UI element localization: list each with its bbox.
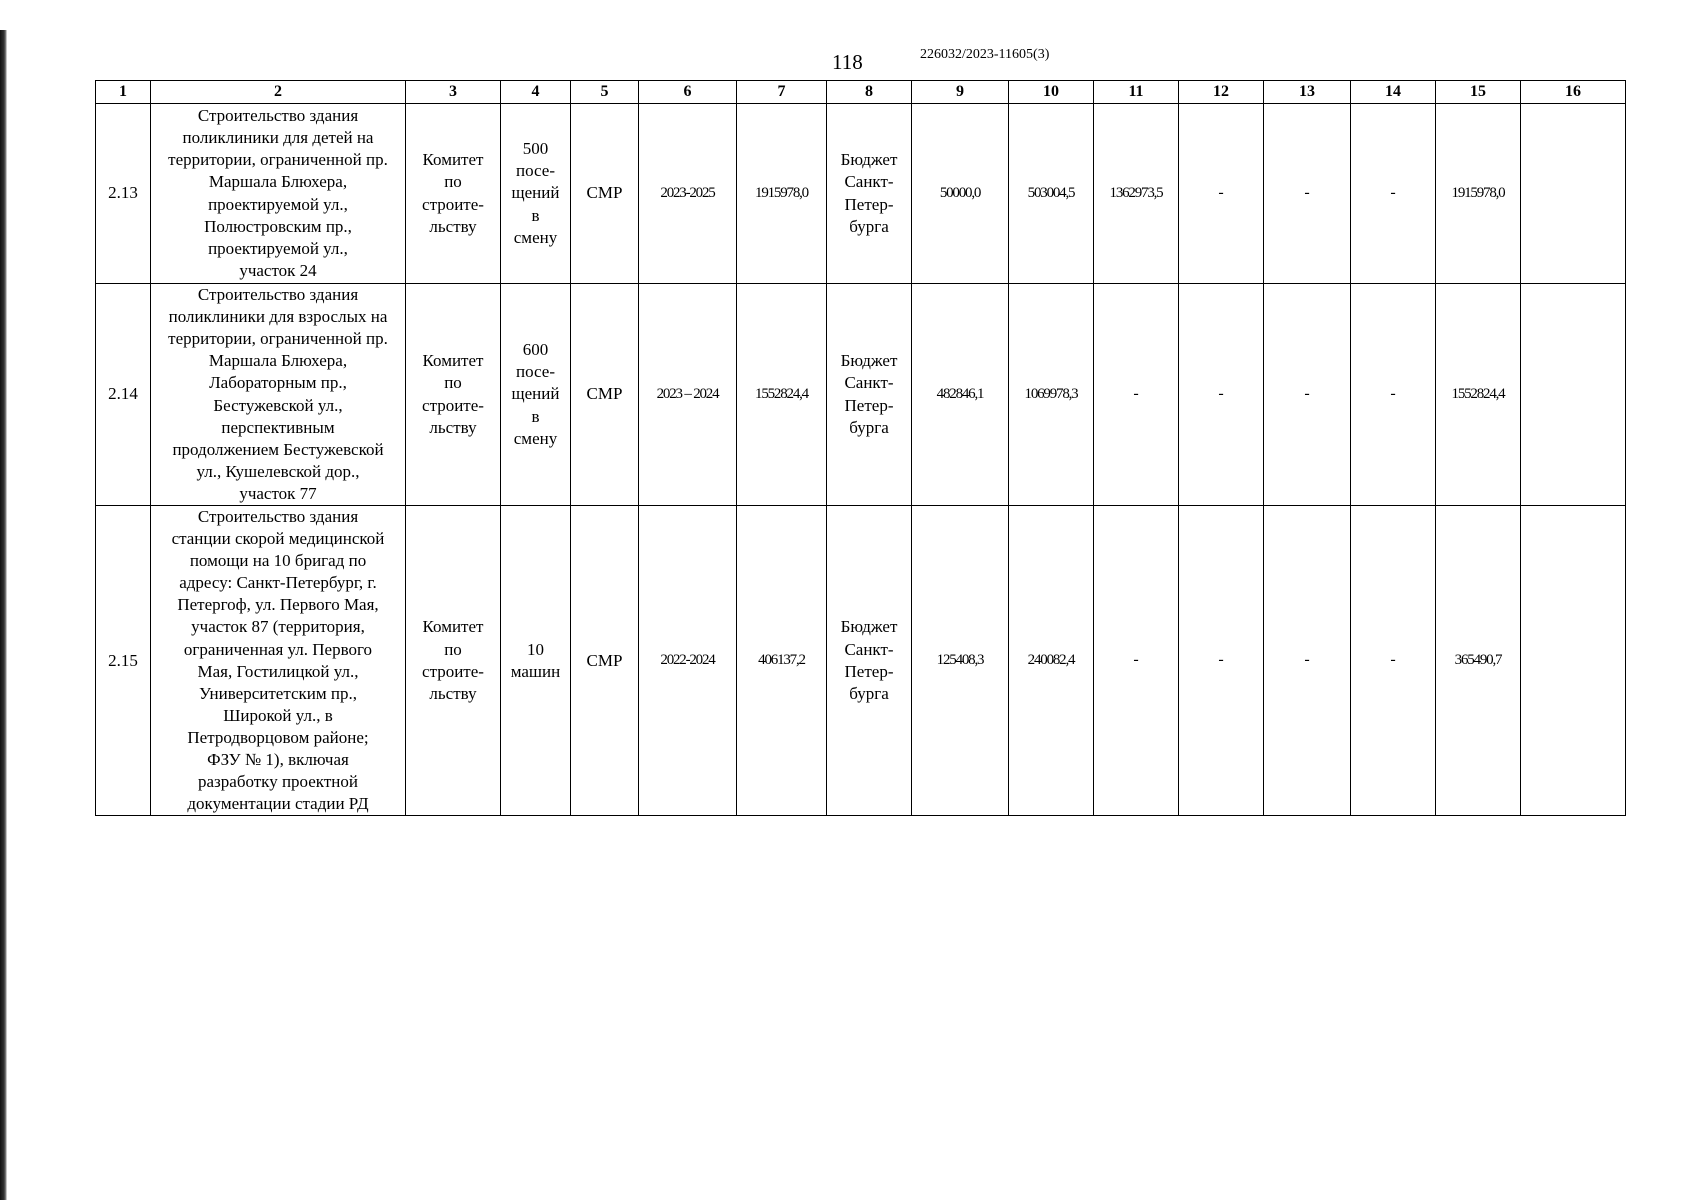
item-code: 2.15 [96, 506, 151, 816]
capacity [501, 506, 571, 816]
item-name [151, 506, 406, 816]
capacity [501, 104, 571, 284]
value-col-14: - [1351, 284, 1436, 506]
value-col-15: 1915978,0 [1436, 104, 1521, 284]
capacity-line: 600 [522, 340, 549, 360]
period: 2023-2025 [639, 104, 737, 284]
name-line: Бестужевской ул., [213, 395, 343, 415]
column-header: 6 [639, 81, 737, 104]
header-row [96, 81, 1626, 104]
item-name [151, 104, 406, 284]
value-col-14: - [1351, 104, 1436, 284]
source-line: Бюджет [840, 150, 898, 170]
name-line: участок 87 (территория, [191, 617, 365, 637]
capacity-line: щений [511, 183, 560, 203]
responsible-line: строите- [422, 661, 484, 681]
value-col-9: 482846,1 [912, 284, 1009, 506]
column-header: 11 [1094, 81, 1179, 104]
work-type: СМР [571, 506, 639, 816]
name-line: Маршала Блюхера, [208, 351, 348, 371]
value-col-16 [1521, 506, 1626, 816]
value-col-15: 1552824,4 [1436, 284, 1521, 506]
responsible-line: строите- [422, 194, 484, 214]
capacity-line: смену [513, 227, 558, 247]
responsible-body [406, 284, 501, 506]
item-code: 2.14 [96, 284, 151, 506]
responsible-line: льству [429, 417, 477, 437]
name-line: станции скорой медицинской [171, 529, 385, 549]
name-line: Строительство здания [197, 507, 359, 526]
name-line: Полюстровским пр., [204, 216, 352, 236]
value-col-10: 1069978,3 [1009, 284, 1094, 506]
capacity-line: смену [513, 428, 558, 448]
value-col-9: 125408,3 [912, 506, 1009, 816]
name-line: участок 24 [239, 260, 317, 280]
funding-source [827, 506, 912, 816]
column-header: 15 [1436, 81, 1521, 104]
value-col-14: - [1351, 506, 1436, 816]
total-cost: 1915978,0 [737, 104, 827, 284]
value-col-13: - [1264, 104, 1351, 284]
value-col-12: - [1179, 104, 1264, 284]
name-line: участок 77 [239, 483, 317, 503]
responsible-body [406, 104, 501, 284]
responsible-line: по [444, 172, 462, 192]
funding-source [827, 284, 912, 506]
column-header: 2 [151, 81, 406, 104]
name-line: Строительство здания [197, 106, 359, 126]
responsible-line: по [444, 639, 462, 659]
value-col-13: - [1264, 506, 1351, 816]
value-col-15: 365490,7 [1436, 506, 1521, 816]
source-line: Бюджет [840, 617, 898, 637]
responsible-line: льству [429, 683, 477, 703]
source-line: Санкт- [844, 172, 894, 192]
name-line: Университетским пр., [199, 683, 357, 703]
period: 2023 – 2024 [639, 284, 737, 506]
name-line: проектируемой ул., [208, 238, 348, 258]
name-line: ул., Кушелевской дор., [196, 461, 360, 481]
table-row [96, 284, 1626, 506]
value-col-12: - [1179, 284, 1264, 506]
source-line: Петер- [844, 194, 894, 214]
responsible-line: Комитет [422, 351, 484, 371]
value-col-16 [1521, 104, 1626, 284]
source-line: Санкт- [844, 373, 894, 393]
column-header: 10 [1009, 81, 1094, 104]
capacity-line: 500 [522, 139, 549, 159]
capacity-line: посе- [516, 161, 555, 181]
value-col-9: 50000,0 [912, 104, 1009, 284]
item-code: 2.13 [96, 104, 151, 284]
responsible-line: по [444, 373, 462, 393]
capacity-line: машин [510, 661, 561, 681]
capacity-line: 10 [527, 639, 544, 659]
responsible-line: льству [429, 216, 477, 236]
name-line: перспективным [221, 417, 335, 437]
name-line: поликлиники для взрослых на [168, 307, 388, 327]
source-line: Петер- [844, 395, 894, 415]
page-number: 118 [832, 50, 863, 74]
item-name [151, 284, 406, 506]
name-line: территории, ограниченной пр. [168, 329, 388, 349]
column-header: 12 [1179, 81, 1264, 104]
table-row [96, 506, 1626, 816]
period: 2022-2024 [639, 506, 737, 816]
document-number: 226032/2023-11605(3) [920, 47, 1050, 62]
source-line: бурга [849, 417, 889, 437]
source-line: бурга [849, 216, 889, 236]
name-line: разработку проектной [198, 772, 358, 792]
name-line: помощи на 10 бригад по [189, 551, 367, 571]
value-col-10: 240082,4 [1009, 506, 1094, 816]
work-type: СМР [571, 284, 639, 506]
responsible-line: строите- [422, 395, 484, 415]
total-cost: 1552824,4 [737, 284, 827, 506]
column-header: 14 [1351, 81, 1436, 104]
value-col-11: - [1094, 284, 1179, 506]
capacity-line: в [531, 205, 540, 225]
capacity-line: посе- [516, 362, 555, 382]
capacity [501, 284, 571, 506]
value-col-10: 503004,5 [1009, 104, 1094, 284]
name-line: Маршала Блюхера, [208, 172, 348, 192]
source-line: Петер- [844, 661, 894, 681]
work-type: СМР [571, 104, 639, 284]
value-col-11: - [1094, 506, 1179, 816]
capacity-line: в [531, 406, 540, 426]
name-line: адресу: Санкт-Петербург, г. [179, 573, 377, 593]
value-col-16 [1521, 284, 1626, 506]
name-line: проектируемой ул., [208, 194, 348, 214]
name-line: Широкой ул., в [223, 705, 333, 725]
column-header: 7 [737, 81, 827, 104]
source-line: бурга [849, 683, 889, 703]
column-header: 9 [912, 81, 1009, 104]
responsible-line: Комитет [422, 150, 484, 170]
name-line: ограниченная ул. Первого [183, 639, 373, 659]
column-header: 13 [1264, 81, 1351, 104]
value-col-13: - [1264, 284, 1351, 506]
column-header: 8 [827, 81, 912, 104]
funding-source [827, 104, 912, 284]
name-line: Лабораторным пр., [209, 373, 347, 393]
name-line: Строительство здания [197, 285, 359, 305]
table-row [96, 104, 1626, 284]
source-line: Санкт- [844, 639, 894, 659]
source-line: Бюджет [840, 351, 898, 371]
name-line: Петергоф, ул. Первого Мая, [177, 595, 379, 615]
column-header: 3 [406, 81, 501, 104]
responsible-body [406, 506, 501, 816]
value-col-12: - [1179, 506, 1264, 816]
column-header: 16 [1521, 81, 1626, 104]
name-line: документации стадии РД [187, 794, 369, 814]
column-header: 5 [571, 81, 639, 104]
scan-edge-shadow [0, 30, 7, 1200]
column-header: 4 [501, 81, 571, 104]
name-line: ФЗУ № 1), включая [207, 750, 349, 770]
name-line: продолжением Бестужевской [172, 439, 384, 459]
value-col-11: 1362973,5 [1094, 104, 1179, 284]
capacity-line: щений [511, 384, 560, 404]
name-line: Петродворцовом районе; [187, 727, 369, 747]
responsible-line: Комитет [422, 617, 484, 637]
column-header: 1 [96, 81, 151, 104]
name-line: территории, ограниченной пр. [168, 150, 388, 170]
construction-table [95, 80, 1626, 816]
total-cost: 406137,2 [737, 506, 827, 816]
name-line: поликлиники для детей на [182, 128, 374, 148]
name-line: Мая, Гостилицкой ул., [197, 661, 359, 681]
